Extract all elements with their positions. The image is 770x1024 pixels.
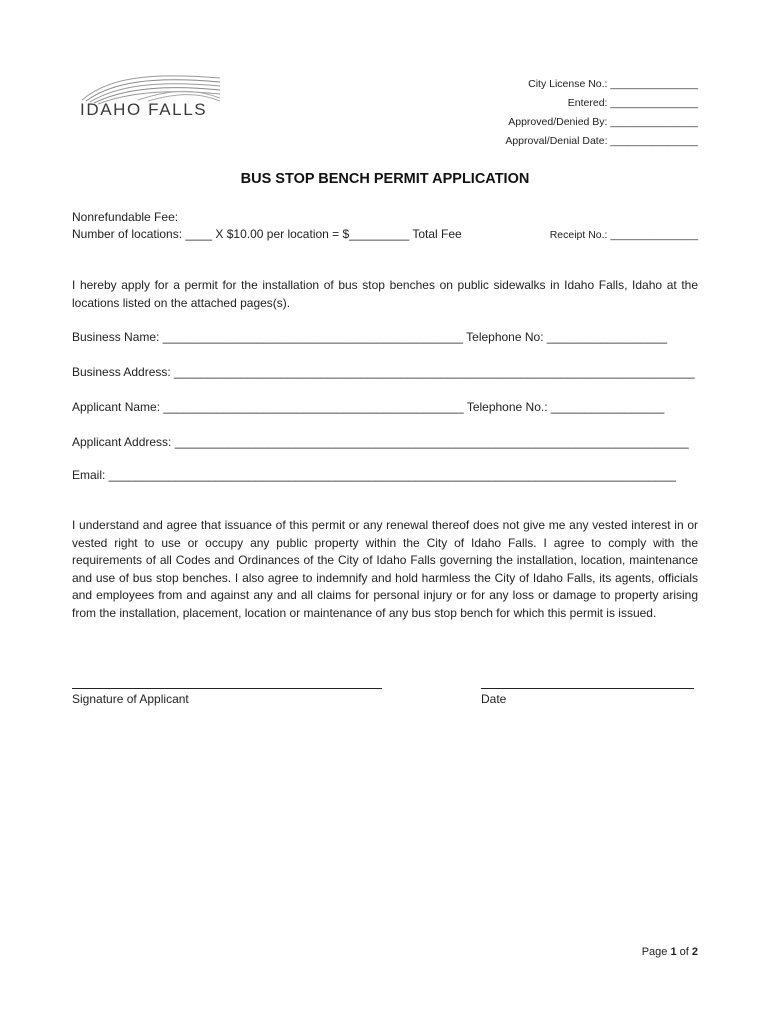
intro-paragraph: I hereby apply for a permit for the installation of bus stop benches on public sidewalks in Idaho Falls, Idaho at the locations listed on the attached pages(s). — [72, 278, 698, 310]
locations-fee-line: Number of locations: ____ X $10.00 per location = $_________ Total Fee — [72, 227, 462, 241]
agreement-paragraph: I understand and agree that issuance of this permit or any renewal thereof does not give me any vested interest in or vested right to use or occupy any public property within the City of Idaho Falls. I agree to comply with the requirements of all Codes and Ordinances of the City of Idaho Falls governing the installation, location, maintenance and use of bus stop benches. I also agree to indemnify and hold harmless the City of Idaho Falls, its agents, officials and employees from and against any and all claims for personal injury or for any loss or damage to property arising from the installation, placement, location or maintenance of any bus stop bench for which this permit is issued. — [72, 518, 698, 620]
page-total: 2 — [691, 946, 698, 958]
entered-field: Entered: _______________ — [567, 97, 698, 109]
date-label: Date — [481, 692, 507, 706]
receipt-number-field: Receipt No.: _______________ — [549, 229, 698, 241]
date-line — [481, 688, 694, 689]
approved-by-field: Approved/Denied By: _______________ — [508, 116, 698, 128]
page-of: of — [676, 946, 692, 958]
page-prefix: Page — [641, 946, 671, 958]
applicant-name-field: Applicant Name: _____________________________________________ Telephone No.: _________________ — [72, 400, 665, 414]
business-name-field: Business Name: _____________________________________________ Telephone No: __________________ — [72, 330, 667, 344]
fee-label: Nonrefundable Fee: — [72, 210, 179, 224]
applicant-address-field: Applicant Address: _____________________________________________________________________________ — [72, 435, 689, 449]
page-number — [642, 946, 698, 958]
page-current: 1 — [670, 946, 677, 958]
logo-wordmark: IDAHO FALLS — [80, 100, 208, 119]
page-title: BUS STOP BENCH PERMIT APPLICATION — [240, 171, 530, 187]
business-address-field: Business Address: ______________________________________________________________________________ — [72, 365, 695, 379]
signature-line — [72, 688, 382, 689]
email-field: Email: _____________________________________________________________________________________ — [72, 468, 676, 482]
city-license-field: City License No.: _______________ — [528, 78, 698, 90]
approval-date-field: Approval/Denial Date: _______________ — [505, 135, 698, 147]
signature-label: Signature of Applicant — [72, 692, 189, 706]
